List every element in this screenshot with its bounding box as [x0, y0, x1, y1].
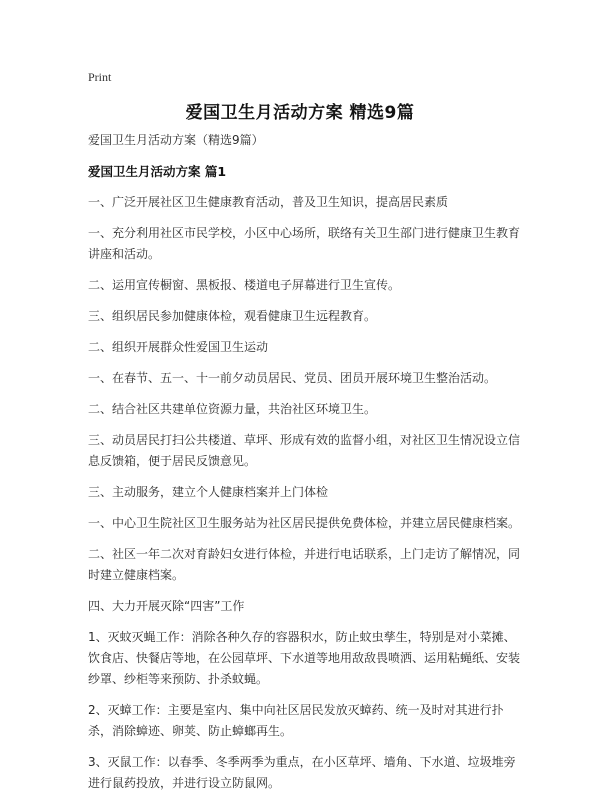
paragraph: 一、在春节、五一、十一前夕动员居民、党员、团员开展环境卫生整治活动。: [88, 371, 497, 385]
paragraph: 二、运用宣传橱窗、黑板报、楼道电子屏幕进行卫生宣传。: [88, 278, 401, 292]
print-label[interactable]: Print: [88, 70, 112, 84]
paragraph: 三、主动服务，建立个人健康档案并上门体检: [88, 485, 329, 499]
paragraph: 3、灭鼠工作：以春季、冬季两季为重点，在小区草坪、墙角、下水道、垃圾堆旁进行鼠药投放，并进行设立防鼠网。: [88, 755, 516, 790]
document-body: [88, 130, 524, 804]
paragraph: 三、动员居民打扫公共楼道、草坪、形成有效的监督小组，对社区卫生情况设立信息反馈箱，便于居民反馈意见。: [88, 433, 521, 468]
document-title: 爱国卫生月活动方案 精选9篇: [185, 103, 415, 123]
paragraph: 一、充分利用社区市民学校，小区中心场所，联络有关卫生部门进行健康卫生教育讲座和活动。: [88, 226, 521, 261]
paragraph: 二、结合社区共建单位资源力量，共治社区环境卫生。: [88, 402, 377, 416]
paragraph: 2、灭蟑工作：主要是室内、集中向社区居民发放灭蟑药、统一及时对其进行扑杀，消除蟑迹、卵荚、防止蟑螂再生。: [88, 703, 504, 738]
section-heading: 爱国卫生月活动方案 篇1: [88, 164, 227, 179]
paragraph: 二、社区一年二次对育龄妇女进行体检，并进行电话联系，上门走访了解情况，同时建立健康档案。: [88, 547, 521, 582]
paragraph: 一、中心卫生院社区卫生服务站为社区居民提供免费体检，并建立居民健康档案。: [88, 516, 521, 530]
document-subtitle: 爱国卫生月活动方案（精选9篇）: [88, 133, 264, 147]
paragraph: 二、组织开展群众性爱国卫生运动: [88, 340, 269, 354]
paragraph: 1、灭蚊灭蝇工作：消除各种久存的容器积水，防止蚊虫孳生，特别是对小菜摊、饮食店、快餐店等地，在公园草坪、下水道等地用敌敌畏喷洒、运用粘蝇纸、安装纱罩、纱柜等来预防、扑杀蚊蝇。: [88, 630, 521, 686]
paragraph: 四、大力开展灭除“四害”工作: [88, 599, 245, 613]
paragraph: 三、组织居民参加健康体检，观看健康卫生远程教育。: [88, 309, 377, 323]
paragraph: 一、广泛开展社区卫生健康教育活动，普及卫生知识，提高居民素质: [88, 195, 449, 209]
